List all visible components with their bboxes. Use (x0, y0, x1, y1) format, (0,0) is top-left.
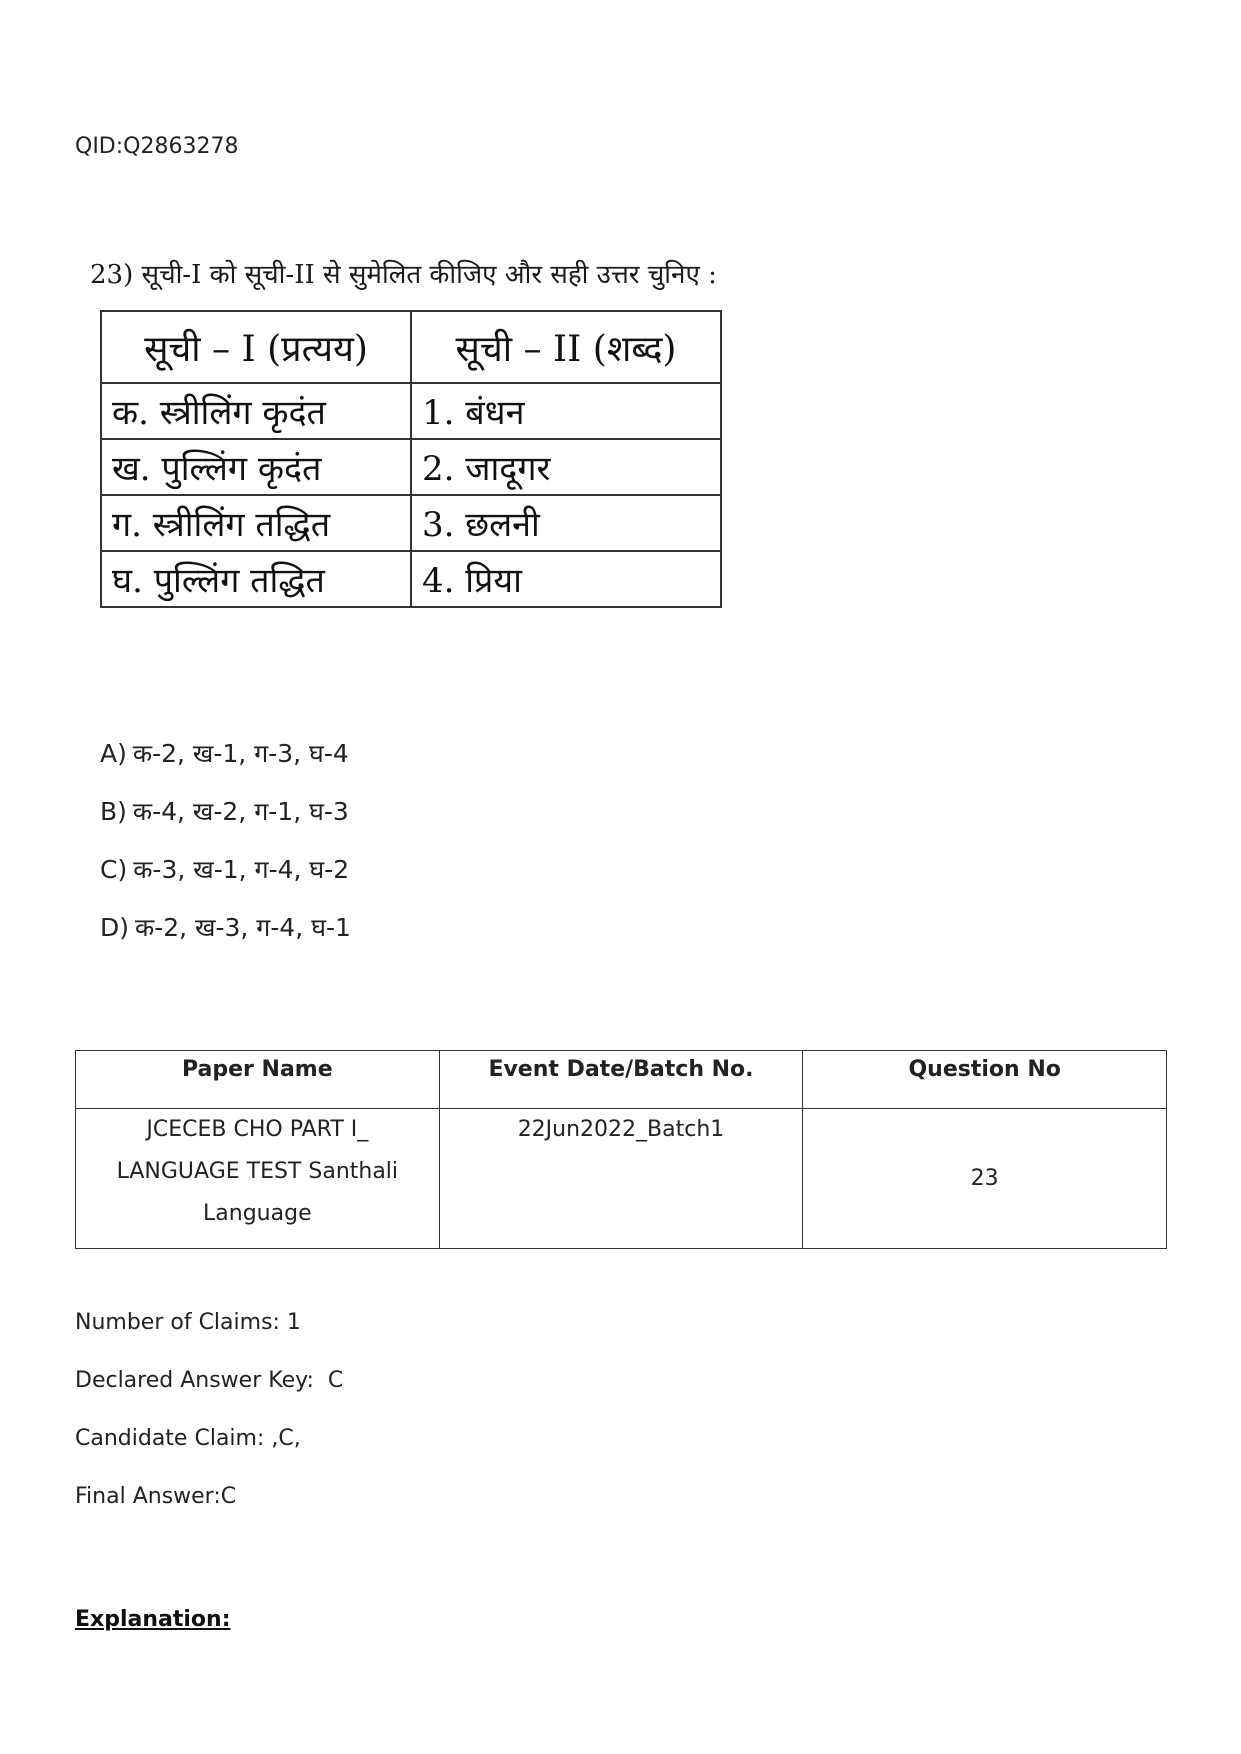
list-1-item: ख. पुल्लिंग कृदंत (101, 439, 411, 495)
list-1-item: ग. स्त्रीलिंग तद्धित (101, 495, 411, 551)
list-1-item: घ. पुल्लिंग तद्धित (101, 551, 411, 607)
list-2-header: सूची – II (शब्द) (411, 311, 721, 383)
option-letter: A) (100, 739, 127, 768)
event-date-header: Event Date/Batch No. (439, 1051, 803, 1109)
list-1-item: क. स्त्रीलिंग कृदंत (101, 383, 411, 439)
paper-name-cell (76, 1109, 440, 1249)
list-2-item: 2. जादूगर (411, 439, 721, 495)
option-b (100, 783, 351, 841)
paper-name-line: Language (203, 1201, 312, 1226)
question-image (90, 245, 790, 945)
option-a (100, 725, 351, 783)
paper-info-header-row (76, 1051, 1167, 1109)
option-letter: D) (100, 913, 130, 942)
paper-name-header: Paper Name (76, 1051, 440, 1109)
answer-options (100, 725, 351, 957)
option-letter: C) (100, 855, 128, 884)
question-id: QID:Q2863278 (75, 134, 239, 159)
final-answer: Final Answer:C (75, 1484, 237, 1509)
match-table (100, 310, 722, 608)
declared-answer-key: Declared Answer Key: C (75, 1368, 344, 1393)
candidate-claim: Candidate Claim: ,C, (75, 1426, 301, 1451)
list-2-item: 3. छलनी (411, 495, 721, 551)
option-d (100, 899, 351, 957)
number-of-claims: Number of Claims: 1 (75, 1310, 301, 1335)
match-table-row (101, 439, 721, 495)
match-table-header-row (101, 311, 721, 383)
list-2-item: 4. प्रिया (411, 551, 721, 607)
match-table-row (101, 551, 721, 607)
option-letter: B) (100, 797, 127, 826)
question-stem: 23) सूची-I को सूची-II से सुमेलित कीजिए और सही उत्तर चुनिए : (90, 260, 717, 290)
option-text: क-4, ख-2, ग-1, घ-3 (132, 797, 349, 826)
list-1-header: सूची – I (प्रत्यय) (101, 311, 411, 383)
option-c (100, 841, 351, 899)
explanation-heading: Explanation: (75, 1607, 231, 1632)
event-date-cell: 22Jun2022_Batch1 (439, 1109, 803, 1249)
paper-name-line: LANGUAGE TEST Santhali (116, 1159, 399, 1184)
question-no-header: Question No (803, 1051, 1167, 1109)
match-table-row (101, 383, 721, 439)
question-no-cell: 23 (803, 1109, 1167, 1249)
option-text: क-2, ख-3, ग-4, घ-1 (135, 913, 351, 942)
paper-name-line: JCECEB CHO PART I_ (146, 1117, 369, 1142)
match-table-row (101, 495, 721, 551)
option-text: क-3, ख-1, ग-4, घ-2 (133, 855, 350, 884)
list-2-item: 1. बंधन (411, 383, 721, 439)
paper-info-table (75, 1050, 1167, 1249)
option-text: क-2, ख-1, ग-3, घ-4 (132, 739, 349, 768)
paper-info-row (76, 1109, 1167, 1249)
